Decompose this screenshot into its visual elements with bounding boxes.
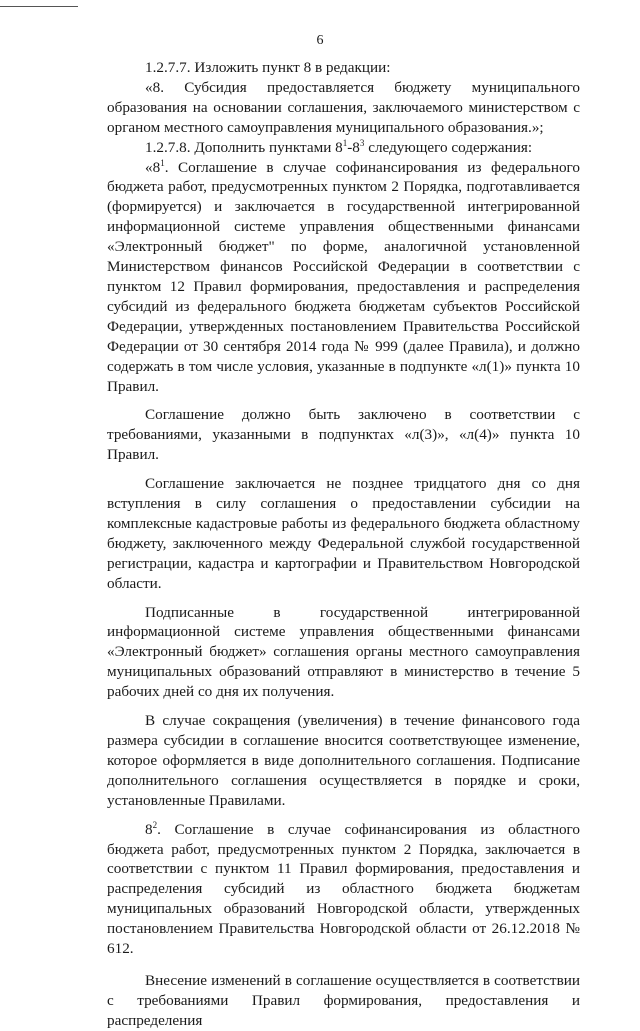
- paragraph-agreement-requirements: Соглашение должно быть заключено в соответствии с требованиями, указанными в подпунктах «л(3)», «л(4)» пункта 10 Правил.: [107, 406, 580, 464]
- paragraph-1-2-7-8: 1.2.7.8. Дополнить пунктами $8^1-8^3$ следующего содержания:: [145, 137, 533, 156]
- paragraph-1-2-7-7: 1.2.7.7. Изложить пункт 8 в редакции:: [145, 59, 391, 76]
- paragraph-agreement-deadline: Соглашение заключается не позднее тридцатого дня со дня вступления в силу соглашения о предоставлении субсидии на комплексные кадастровые работы из федерального бюджета областному бюджету, заключенного между Федеральной службой государственной регистрации, кадастра и картографии и Правительством Новгородской области.: [107, 475, 580, 592]
- scan-corner-mark: [0, 0, 78, 7]
- paragraph-amendments: Внесение изменений в соглашение осуществляется в соответствии с требованиями Правил формирования, предоставления и распределения: [107, 971, 580, 1029]
- paragraph-clause-8-1: «$8^1$. Соглашение в случае софинансирования из федерального бюджета работ, предусмотренных пунктом 2 Порядка, подготавливается (формируется) и заключается в государственной интегрированной информационной системе управления общественными финансами «Электронный бюджет" по форме, аналогичной установленной Министерством финансов Российской Федерации в соответствии с пунктом 12 Правил формирования, предоставления и распределения субсидий из федерального бюджета бюджетам субъектов Российской Федерации, утвержденных постановлением Правительства Российской Федерации от 30 сентября 2014 года № 999 (далее Правила), и должно содержать в том числе условия, указанные в подпункте «л(1)» пункта 10 Правил.: [107, 157, 580, 395]
- paragraph-amended-clause-8: «8. Субсидия предоставляется бюджету муниципального образования на основании соглашения, заключаемого министерством с органом местного самоуправления муниципального образования.»;: [107, 78, 580, 136]
- document-body: [107, 58, 580, 1031]
- paragraph-clause-8-2: $8^2$. Соглашение в случае софинансирования из областного бюджета работ, предусмотренных пунктом 2 Порядка, заключается в соответствии с пунктом 11 Правил формирования, предоставления и распределения субсидий из областного бюджета бюджетам муниципальных образований Новгородской области, утвержденных постановлением Правительства Новгородской области от 26.12.2018 № 612.: [107, 819, 580, 958]
- paragraph-signed-agreements: Подписанные в государственной интегрированной информационной системе управления общественными финансами «Электронный бюджет» соглашения органы местного самоуправления муниципальных образований отправляют в министерство в течение 5 рабочих дней со дня их получения.: [107, 603, 580, 701]
- page-number: 6: [316, 33, 324, 48]
- paragraph-subsidy-change: В случае сокращения (увеличения) в течение финансового года размера субсидии в соглашение вносится соответствующее изменение, которое оформляется в виде дополнительного соглашения. Подписание дополнительного соглашения осуществляется в порядке и сроки, установленные Правилами.: [107, 712, 580, 809]
